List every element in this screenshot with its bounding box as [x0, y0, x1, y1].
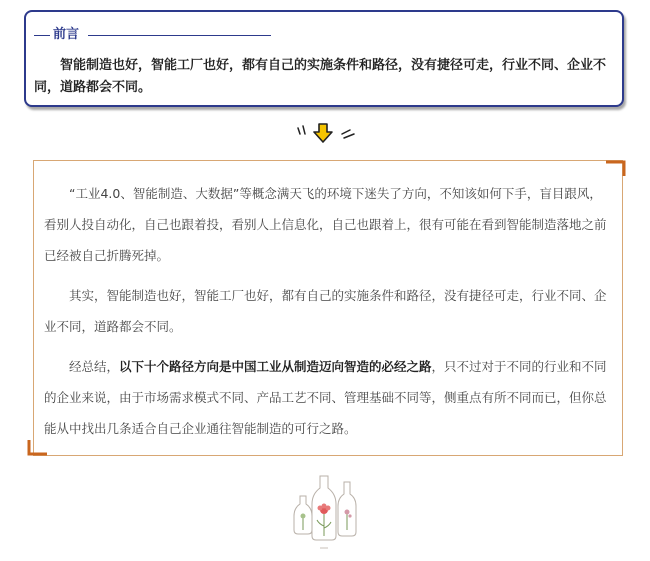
- left-dash-marks: [298, 126, 305, 134]
- content-paragraph-2: 其实，智能制造也好，智能工厂也好，都有自己的实施条件和路径，没有捷径可走，行业不同、企业不同，道路都会不同。: [44, 288, 607, 334]
- frame-corner-top-right: [606, 160, 626, 176]
- preface-card: [24, 10, 624, 107]
- preface-title: 前言: [53, 27, 80, 42]
- divider-decoration: [294, 120, 366, 148]
- content-paragraph-3: [44, 351, 612, 444]
- vases-illustration: [286, 470, 366, 552]
- preface-title-line-right: [88, 35, 271, 36]
- down-arrow-icon: [314, 124, 332, 142]
- right-dash-marks: [342, 130, 354, 138]
- preface-text: 智能制造也好，智能工厂也好，都有自己的实施条件和路径，没有捷径可走，行业不同、企业不同，道路都会不同。: [34, 58, 607, 95]
- paragraph-3-lead: 经总结，: [69, 359, 120, 374]
- paragraph-3-rest: ，只不过对于不同的行业和不同的企业来说，由于市场需求模式不同、产品工艺不同、管理基础不同等，侧重点有所不同而已，但你总能从中找出几条适合自己企业通往智能制造的可行之路。: [44, 359, 607, 436]
- preface-title-row: [34, 27, 274, 43]
- paragraph-3-highlight: 以下十个路径方向是中国工业从制造迈向智造的必经之路: [119, 359, 432, 374]
- red-flower: [318, 504, 331, 515]
- preface-title-line-left: [34, 35, 50, 36]
- content-paragraph-1: “工业4.0、智能制造、大数据”等概念满天飞的环境下迷失了方向，不知该如何下手，盲目跟风，看别人投自动化，自己也跟着投，看别人上信息化，自己也跟着上，很有可能在看到智能制造落地之前已经被自己折腾死掉。: [44, 186, 607, 263]
